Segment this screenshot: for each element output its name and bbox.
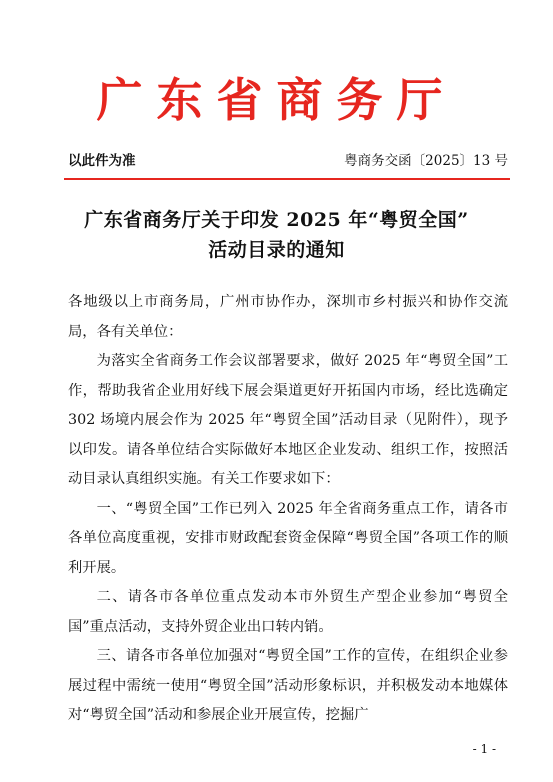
paragraph-intro: 为落实全省商务工作会议部署要求，做好 2025 年“粤贸全国”工作，帮助我省企业用好线下展会渠道更好开拓国内市场，经比选确定 302 场境内展会作为 2025 年“粤贸全国”活动目录（见附件），现予以印发。请各单位结合实际做好本地区企业发动、组织工作，按照活动目录认真组织实施。有关工作要求如下： <box>68 353 508 487</box>
document-body <box>68 288 508 731</box>
paragraph-item-2: 二、请各市各单位重点发动本市外贸生产型企业参加“粤贸全国”重点活动，支持外贸企业出口转内销。 <box>68 589 508 635</box>
agency-header-title: 广东省商务厅 <box>96 73 457 127</box>
document-title-line2: 活动目录的通知 <box>208 239 345 261</box>
document-title-line1: 广东省商务厅关于印发 2025 年“粤贸全国” <box>84 209 469 231</box>
salutation: 各地级以上市商务局，广州市协作办，深圳市乡村振兴和协作交流局，各有关单位： <box>68 294 508 340</box>
document-title <box>40 205 513 265</box>
paragraph-item-3: 三、请各市各单位加强对“粤贸全国”工作的宣传，在组织企业参展过程中需统一使用“粤贸全国”活动形象标识，并积极发动本地媒体对“粤贸全国”活动和参展企业开展宣传，挖掘广 <box>68 648 508 723</box>
red-divider-line <box>64 178 510 180</box>
official-copy-note: 以此件为准 <box>68 153 136 169</box>
document-number: 粤商务交函〔2025〕13 号 <box>344 153 508 169</box>
paragraph-item-1: 一、“粤贸全国”工作已列入 2025 年全省商务重点工作，请各市各单位高度重视，安排市财政配套资金保障“粤贸全国”各项工作的顺利开展。 <box>68 500 508 576</box>
page-number: - 1 - <box>472 742 496 756</box>
